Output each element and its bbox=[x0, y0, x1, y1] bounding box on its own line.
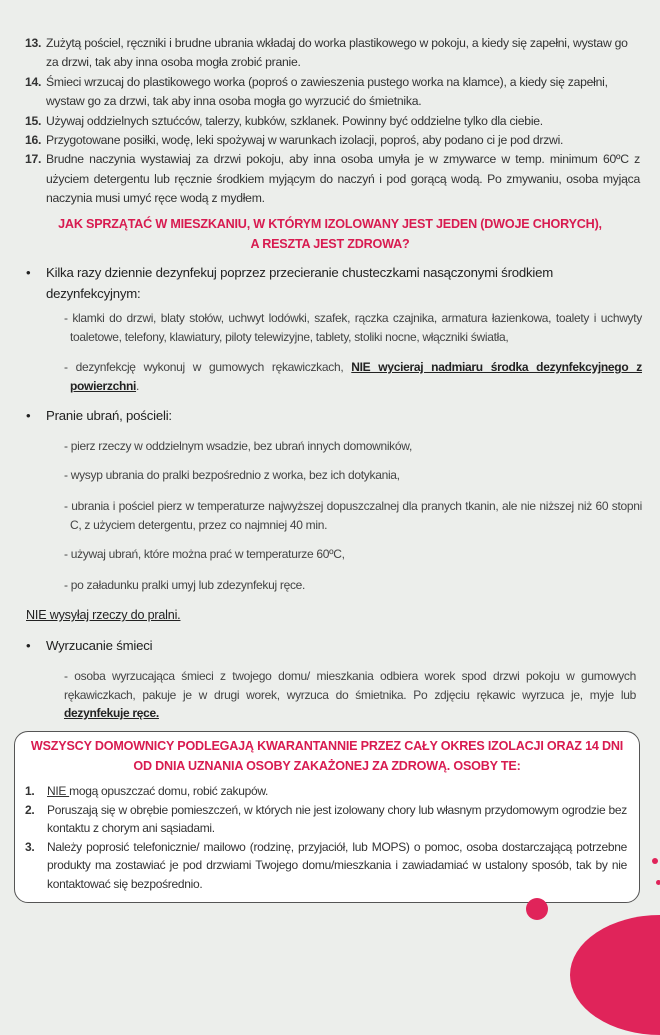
item-text: Poruszają się w obrębie pomieszczeń, w których nie jest izolowany chory lub własnym przydomowym ogrodzie bez kontaktu z chorym ani sąsiadami. bbox=[47, 802, 627, 836]
bullet-disinfect bbox=[26, 262, 638, 304]
item-number: 2. bbox=[25, 802, 35, 817]
trash-disinfect-hands: dezynfekuje ręce. bbox=[64, 706, 159, 720]
section-heading-line1: JAK SPRZĄTAĆ W MIESZKANIU, W KTÓRYM IZOLOWANY JEST JEDEN (DWOJE CHORYCH), bbox=[58, 217, 602, 231]
list-item bbox=[25, 131, 640, 150]
item-text: Zużytą pościel, ręczniki i brudne ubrania wkładaj do worka plastikowego w pokoju, a kiedy się zapełni, wystaw go za drzwi, tak aby inna osoba mogła zrobić pranie. bbox=[46, 36, 628, 70]
decorative-dot bbox=[656, 880, 660, 885]
list-item bbox=[25, 112, 640, 131]
laundry-item: - używaj ubrań, które można prać w temperaturze 60ºC, bbox=[64, 547, 345, 561]
bullet-icon: • bbox=[26, 638, 31, 653]
quarantine-box bbox=[14, 731, 640, 903]
item-text: Przygotowane posiłki, wodę, leki spożywaj w warunkach izolacji, poproś, aby podano ci je pod drzwi. bbox=[46, 133, 564, 148]
disinfect-surfaces: - klamki do drzwi, blaty stołów, uchwyt lodówki, szafek, rączka czajnika, armatura łazienkowa, toalety i uchwyty toaletowe, telefony, klawiatury, piloty telewizyjne, tablety, stoliki nocne, włączniki światła, bbox=[64, 311, 642, 344]
item-number: 15. bbox=[25, 113, 42, 128]
list-item bbox=[25, 782, 627, 801]
item-number: 14. bbox=[25, 74, 42, 89]
item-number: 17. bbox=[25, 152, 42, 167]
section-heading bbox=[20, 214, 640, 254]
bullet-icon: • bbox=[26, 408, 31, 423]
item-number: 13. bbox=[25, 36, 42, 50]
quarantine-rules bbox=[25, 782, 627, 894]
trash-item bbox=[64, 667, 636, 723]
bullet-text: Pranie ubrań, pościeli: bbox=[46, 408, 172, 423]
disinfect-gloves bbox=[64, 358, 642, 395]
no-laundromat-note: NIE wysyłaj rzeczy do pralni. bbox=[26, 608, 181, 622]
quarantine-heading-line2: OD DNIA UZNANIA OSOBY ZAKAŻONEJ ZA ZDROWĄ. OSOBY TE: bbox=[133, 759, 521, 773]
list-item bbox=[25, 801, 627, 838]
decorative-dot bbox=[652, 858, 658, 864]
decorative-blob bbox=[570, 915, 660, 1035]
section-heading-line2: A RESZTA JEST ZDROWA? bbox=[250, 237, 410, 251]
bullet-text: Wyrzucanie śmieci bbox=[46, 638, 153, 653]
item-emphasis: NIE bbox=[47, 784, 70, 798]
item-number: 16. bbox=[25, 133, 42, 148]
disinfect-gloves-text: - dezynfekcję wykonuj w gumowych rękawiczkach, bbox=[64, 360, 352, 374]
laundry-note bbox=[26, 604, 638, 626]
quarantine-heading-line1: WSZYSCY DOMOWNICY PODLEGAJĄ KWARANTANNIE PRZEZ CAŁY OKRES IZOLACJI ORAZ 14 DNI bbox=[30, 739, 624, 753]
list-item bbox=[25, 73, 640, 112]
laundry-item: - ubrania i pościel pierz w temperaturze najwyższej dopuszczalnej dla pranych tkanin, ale nie niższej niż 60 stopni C, z użyciem detergentu, przez co najmniej 40 min. bbox=[64, 499, 642, 532]
item-text: Brudne naczynia wystawiaj za drzwi pokoju, aby inna osoba umyła je w zmywarce w temp. minimum 60ºC z użyciem detergentu lub ręcznie środkiem myjącym do naczyń i pod gorącą wodą. Po zmywaniu, osoba myjąca naczynia musi umyć ręce wodą z mydłem. bbox=[46, 152, 640, 206]
bullet-text: Kilka razy dziennie dezynfekuj poprzez przecieranie chusteczkami nasączonymi środkiem dezynfekcyjnym: bbox=[46, 265, 554, 301]
laundry-item: - wysyp ubrania do pralki bezpośrednio z worka, bez ich dotykania, bbox=[64, 468, 400, 482]
disinfect-gloves-end: . bbox=[136, 378, 140, 393]
list-item bbox=[25, 838, 627, 894]
list-item bbox=[25, 150, 640, 208]
item-body: mogą opuszczać domu, robić zakupów. bbox=[69, 784, 269, 798]
trash-item-text: - osoba wyrzucająca śmieci z twojego domu/ mieszkania odbiera worek spod drzwi pokoju w gumowych rękawiczkach, pakuje je w drugi worek, wyrzuca do śmietnika. Po zdjęciu rękawic wyrzuca je, myje lub bbox=[64, 669, 636, 702]
item-text: Używaj oddzielnych sztućców, talerzy, kubków, szklanek. Powinny być oddzielne tylko dla ciebie. bbox=[46, 113, 543, 128]
bullet-trash bbox=[26, 635, 638, 656]
decorative-circle bbox=[526, 898, 548, 920]
numbered-instructions bbox=[25, 34, 640, 209]
item-number: 3. bbox=[25, 839, 35, 854]
item-text bbox=[47, 782, 627, 801]
bullet-icon: • bbox=[26, 265, 31, 280]
list-item bbox=[25, 34, 640, 73]
quarantine-heading bbox=[15, 736, 639, 776]
item-text: Śmieci wrzucaj do plastikowego worka (poproś o zawieszenia pustego worka na klamce), a kiedy się zapełni, wystaw go za drzwi, tak aby inna osoba mogła go wyrzucić do śmietnika. bbox=[46, 74, 608, 109]
bullet-laundry bbox=[26, 405, 638, 426]
item-number: 1. bbox=[25, 784, 35, 798]
laundry-item: - pierz rzeczy w oddzielnym wsadzie, bez ubrań innych domowników, bbox=[64, 439, 412, 453]
item-text: Należy poprosić telefonicznie/ mailowo (rodzinę, przyjaciół, lub MOPS) o pomoc, osoba dostarczającą potrzebne produkty ma zostawiać je pod drzwiami Twojego domu/mieszkania i zawiadamiać w ustalony sposób, tak by nie kontaktować się bezpośrednio. bbox=[47, 839, 627, 891]
disinfect-warning: NIE wycieraj nadmiaru środka dezynfekcyjnego z powierzchni bbox=[70, 360, 642, 393]
laundry-item: - po załadunku pralki umyj lub zdezynfekuj ręce. bbox=[64, 578, 306, 592]
